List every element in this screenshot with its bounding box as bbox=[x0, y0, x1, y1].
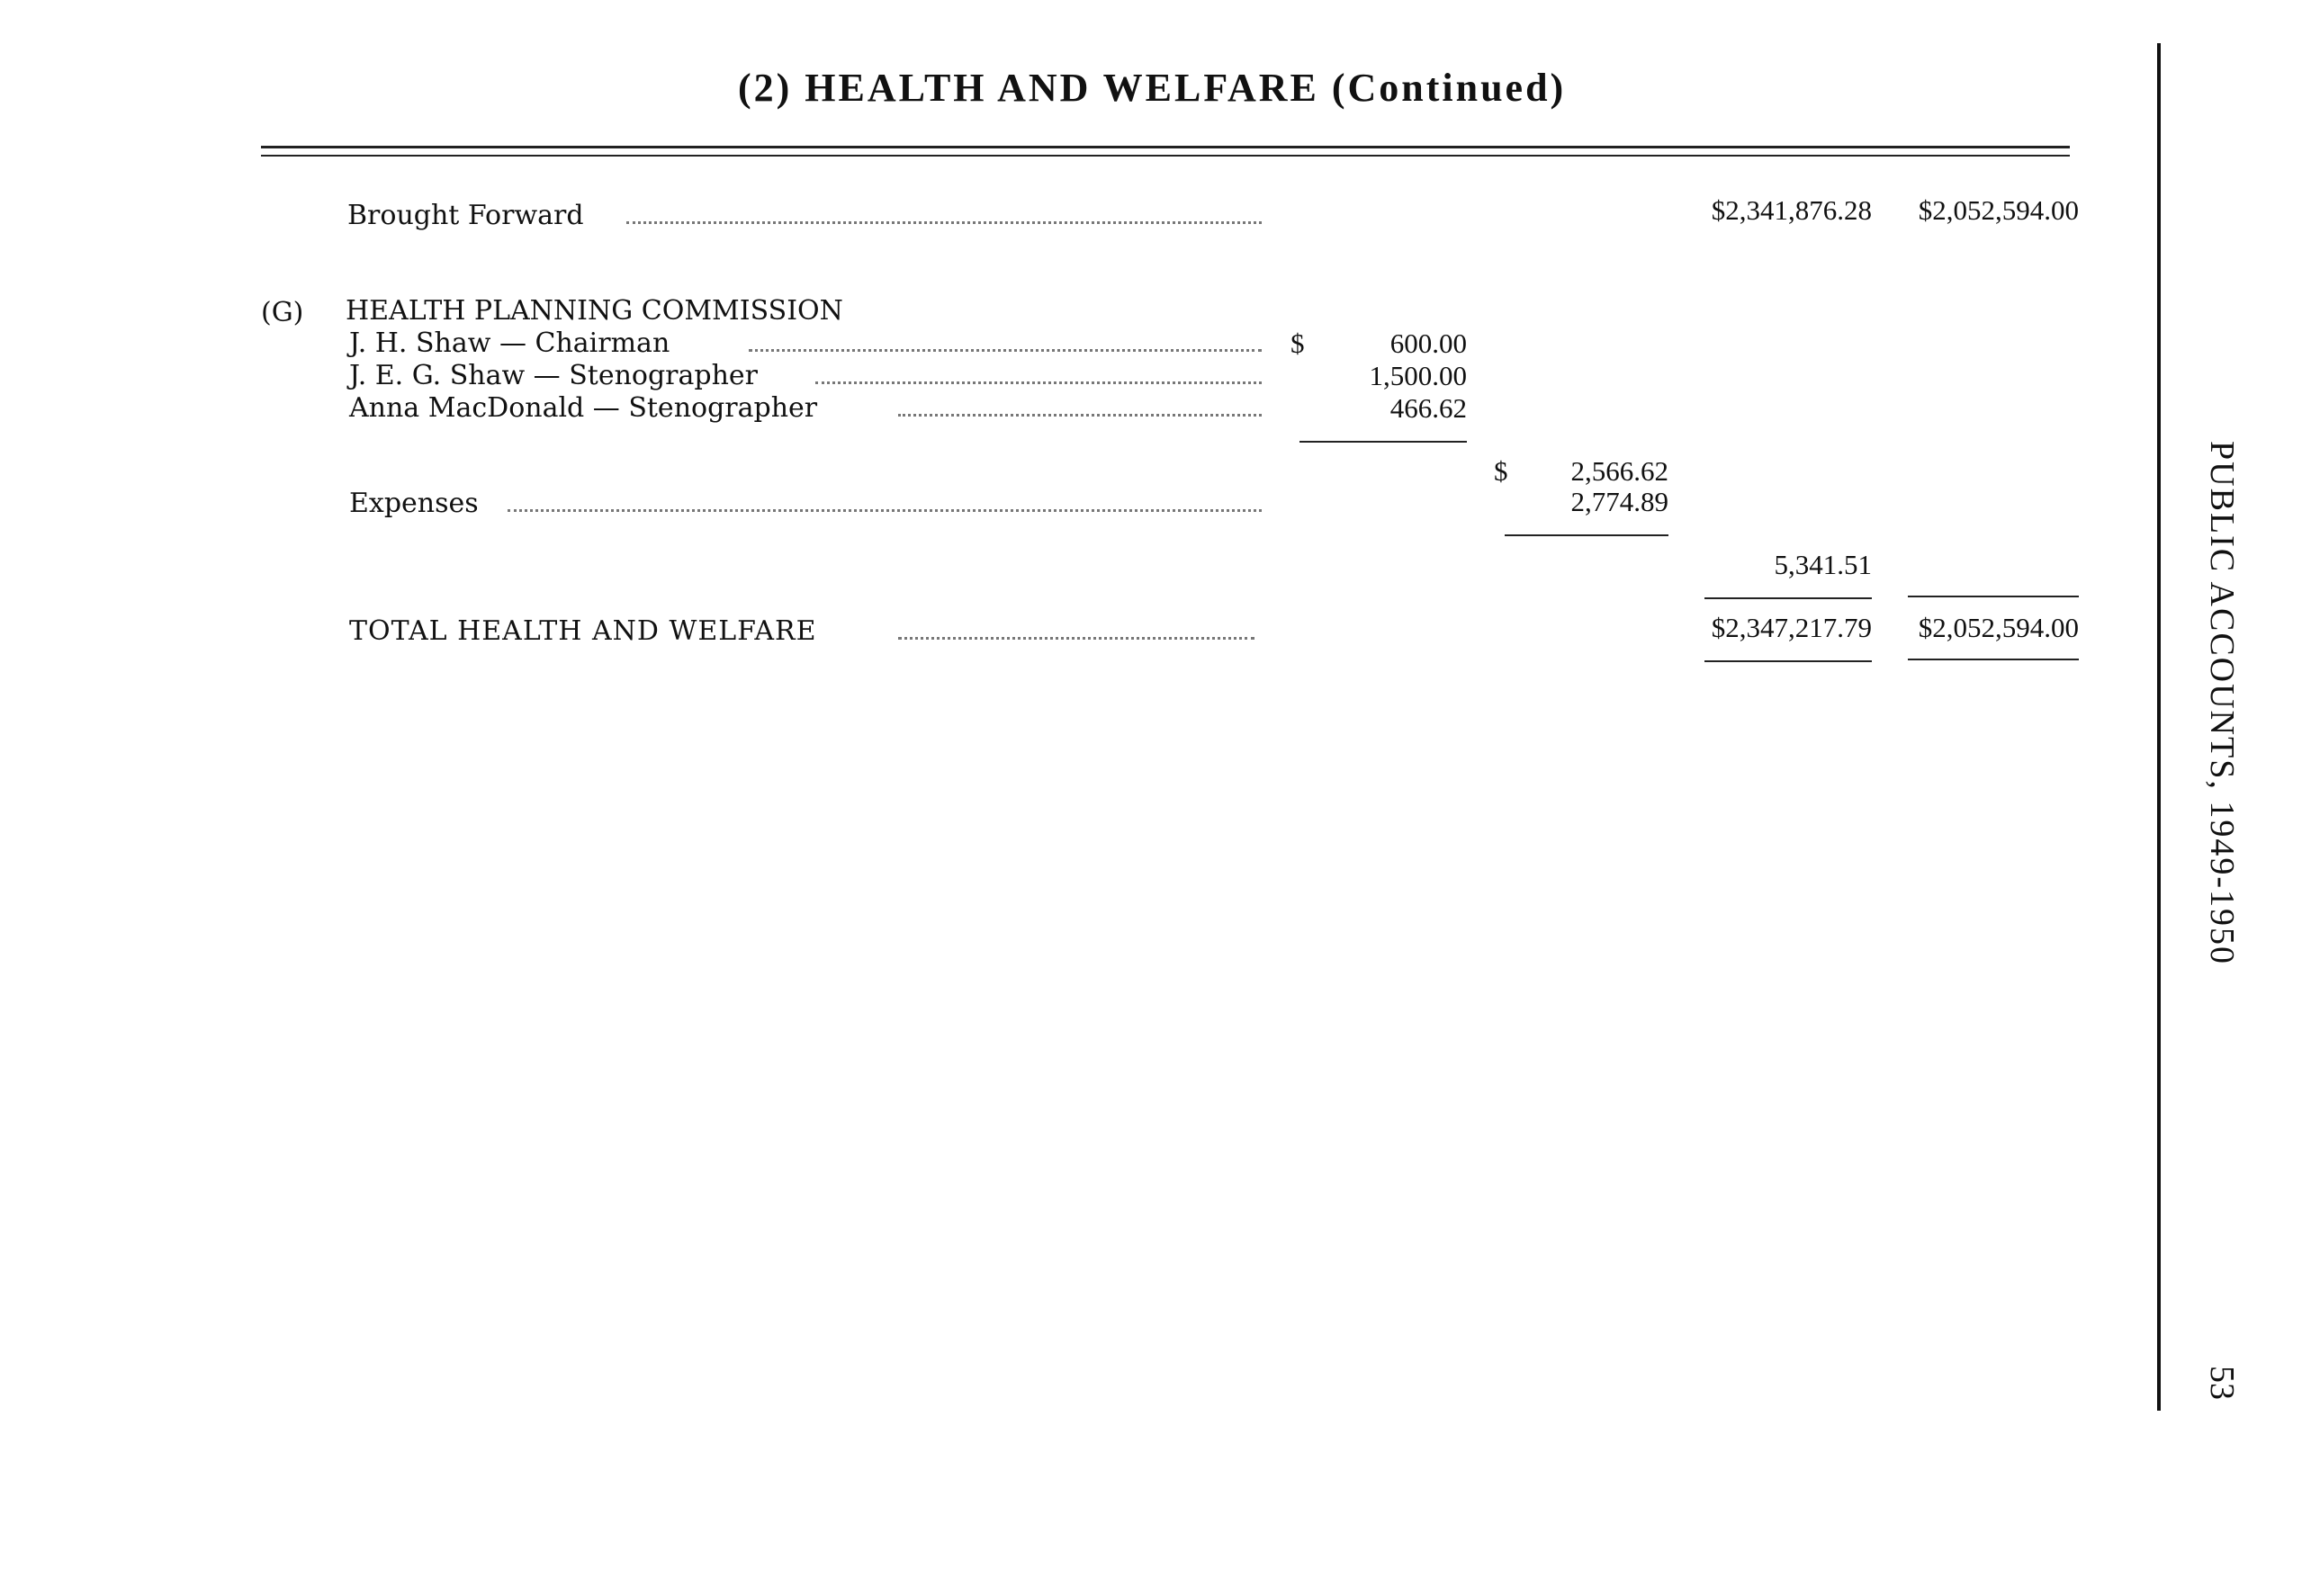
col3-underline bbox=[1704, 597, 1872, 599]
total-col3-underline bbox=[1704, 660, 1872, 662]
section-total: 5,341.51 bbox=[1774, 549, 1872, 580]
items-underline bbox=[1299, 441, 1467, 443]
item-amount: 466.62 bbox=[1389, 392, 1467, 424]
item-label: J. H. Shaw — Chairman bbox=[349, 327, 670, 359]
item-amount: 600.00 bbox=[1389, 327, 1467, 359]
sidebar-title: PUBLIC ACCOUNTS, 1949-1950 bbox=[2203, 441, 2241, 965]
item-label: Anna MacDonald — Stenographer bbox=[349, 392, 818, 424]
brought-forward-label: Brought Forward bbox=[347, 200, 584, 231]
page-heading: (2) HEALTH AND WELFARE (Continued) bbox=[738, 66, 1567, 110]
brought-forward-col4: $2,052,594.00 bbox=[1918, 194, 2079, 226]
sidebar-rule bbox=[2157, 43, 2161, 1411]
subtotal-amount: 2,566.62 bbox=[1570, 455, 1668, 487]
total-col4: $2,052,594.00 bbox=[1918, 612, 2079, 643]
expenses-label: Expenses bbox=[349, 488, 479, 519]
col4-underline bbox=[1908, 596, 2079, 597]
total-leader bbox=[898, 635, 1254, 640]
section-code: (G) bbox=[261, 297, 304, 328]
subtotal-dollar-sign: $ bbox=[1494, 455, 1508, 487]
expenses-amount: 2,774.89 bbox=[1570, 486, 1668, 517]
heading-rule-top bbox=[261, 146, 2070, 148]
section-title: HEALTH PLANNING COMMISSION bbox=[346, 295, 843, 327]
item-leader bbox=[898, 412, 1262, 417]
total-col3: $2,347,217.79 bbox=[1711, 612, 1872, 643]
item-label: J. E. G. Shaw — Stenographer bbox=[349, 360, 759, 391]
brought-forward-leader bbox=[626, 220, 1262, 224]
total-col4-underline bbox=[1908, 659, 2079, 660]
expenses-leader bbox=[508, 507, 1262, 512]
item-amount: 1,500.00 bbox=[1369, 360, 1467, 391]
brought-forward-col3: $2,341,876.28 bbox=[1711, 194, 1872, 226]
total-label: TOTAL HEALTH AND WELFARE bbox=[349, 615, 817, 647]
page-number: 53 bbox=[2203, 1366, 2241, 1400]
item-leader bbox=[815, 380, 1262, 384]
item-leader bbox=[749, 347, 1262, 352]
item-dollar-sign: $ bbox=[1290, 327, 1305, 359]
heading-rule-bottom bbox=[261, 155, 2070, 157]
expenses-underline bbox=[1505, 534, 1668, 536]
